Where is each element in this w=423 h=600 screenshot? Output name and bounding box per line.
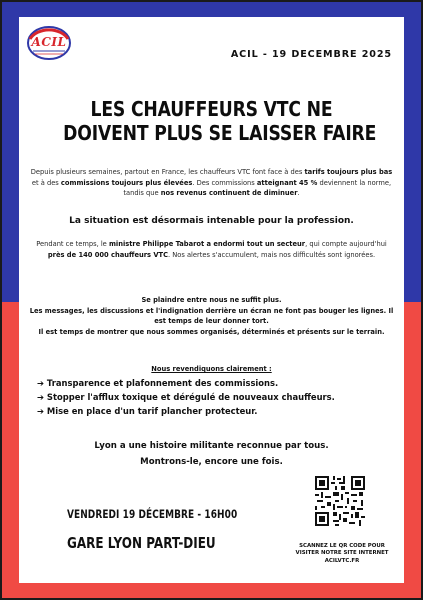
acil-logo — [25, 25, 73, 61]
title-line-1: LES CHAUFFEURS VTC NE — [90, 97, 333, 121]
qr-caption-line-1: SCANNEZ LE QR CODE POUR — [299, 543, 385, 549]
intro-text: Depuis plusieurs semaines, partout en France, les chauffeurs VTC font face à des — [30, 168, 305, 176]
claim-item: ➔ Transparence et plafonnement des commissions. — [37, 378, 279, 388]
minister-bold: près de 140 000 chauffeurs VTC — [47, 250, 168, 259]
intro-bold: atteignant 45 % — [256, 178, 318, 187]
emphasis-statement: La situation est désormais intenable pour la profession. — [69, 216, 354, 226]
call-line-3: Il est temps de montrer que nous sommes organisés, déterminés et présents sur le terrain. — [38, 327, 385, 336]
closing-statement — [29, 438, 394, 470]
title-line-2: DOIVENT PLUS SE LAISSER FAIRE — [63, 121, 377, 145]
intro-text: . — [297, 189, 300, 198]
intro-text: . Des commissions — [192, 178, 257, 187]
intro-text: et à des — [31, 178, 61, 187]
page-title — [63, 97, 377, 145]
event-date: VENDREDI 19 DÉCEMBRE - 16H00 — [67, 507, 238, 521]
intro-bold: commissions toujours plus élevées — [60, 178, 193, 187]
minister-text: Pendant ce temps, le — [36, 240, 109, 248]
minister-text: . Nos alertes s'accumulent, mais nos difficultés sont ignorées. — [168, 250, 376, 259]
call-line-2: Les messages, les discussions et l'indignation derrière un écran ne font pas bouger les lignes. Il est temps de leur donner tort. — [29, 306, 394, 326]
claim-item: ➔ Mise en place d'un tarif plancher protecteur. — [37, 406, 258, 416]
claims-heading: Nous revendiquons clairement : — [151, 365, 272, 373]
minister-bold: ministre Philippe Tabarot a endormi tout un secteur — [108, 240, 306, 248]
closing-line-1: Lyon a une histoire militante reconnue par tous. — [94, 441, 329, 451]
minister-text: , qui compte aujourd'hui — [305, 240, 387, 248]
qr-caption-url[interactable]: ACILVTC.FR — [324, 557, 360, 564]
qr-caption — [287, 543, 397, 565]
qr-code-icon[interactable] — [315, 476, 365, 526]
closing-line-2: Montrons-le, encore une fois. — [140, 457, 283, 467]
call-paragraph — [29, 295, 394, 337]
flyer-sheet — [19, 17, 404, 583]
minister-paragraph — [29, 239, 394, 260]
intro-paragraph — [29, 167, 394, 199]
intro-bold: tarifs toujours plus bas — [304, 168, 393, 176]
event-location: GARE LYON PART-DIEU — [67, 534, 216, 552]
claims-section — [19, 365, 404, 416]
logo-text: ACIL — [31, 35, 67, 49]
claim-item: ➔ Stopper l'afflux toxique et dérégulé de nouveaux chauffeurs. — [37, 392, 335, 402]
call-line-1: Se plaindre entre nous ne suffit plus. — [141, 296, 282, 304]
intro-text: deviennent la norme, tandis que — [123, 178, 392, 198]
qr-caption-line-2: VISITER NOTRE SITE INTERNET — [295, 550, 389, 557]
intro-bold: nos revenus continuent de diminuer — [160, 189, 298, 198]
header-date: ACIL - 19 DECEMBRE 2025 — [230, 49, 392, 60]
